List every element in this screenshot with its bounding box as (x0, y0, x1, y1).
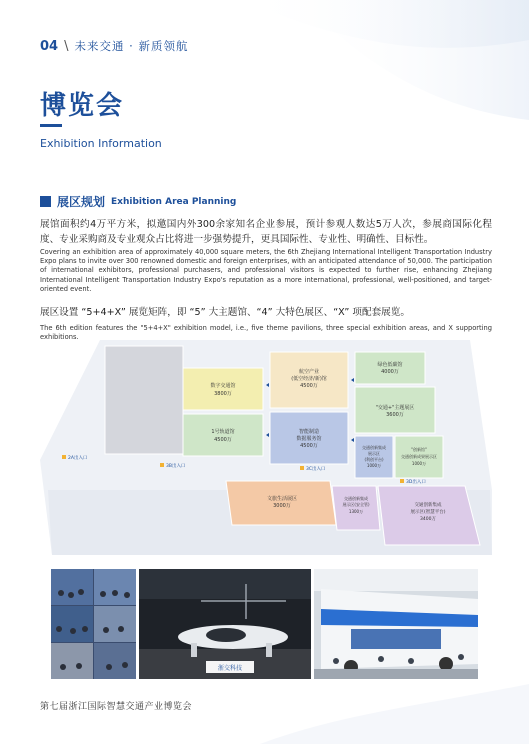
header-separator: \ (64, 38, 69, 54)
page-title: 博览会 (40, 91, 125, 121)
entrance-3c: 3C出入口 (306, 467, 326, 472)
hall-safety (332, 486, 380, 530)
photo-evtol-aircraft (139, 569, 311, 679)
paragraph-matrix-cn: 展区设置 “5+4+X” 展览矩阵，即 “5” 大主题馆、“4” 大特色展区、“X” 项配套展览。 (40, 307, 410, 318)
section-heading (40, 193, 236, 210)
hall-smart-label-a: 航空产业 (298, 369, 320, 375)
hall-digital (183, 368, 263, 410)
hall-life-area: 3000万 (273, 503, 291, 509)
entrance-2a: 2A出入口 (68, 456, 88, 461)
hall-innov1-b: 展示区 (368, 451, 380, 456)
page-title-english: Exhibition Information (40, 137, 162, 150)
hall-innov1-area: 1000万 (366, 463, 382, 468)
hall-digital-label: 数字交通馆 (210, 383, 236, 389)
hall-innov2-b: 交通创新成果展示区 (401, 454, 437, 459)
hall-logistics-label-a: 智能制造 (298, 429, 320, 435)
paragraph-matrix-en: The 6th edition features the "5+4+X" exhibition model, i.e., five theme pavilions, three special exhibition areas, and X supporting exhibitions. (40, 324, 492, 342)
paragraph-area-en: Covering an exhibition area of approximately 40,000 square meters, the 6th Zhejiang International Intelligent Transportation Industry Expo plans to invite over 300 renowned domestic and foreign enterprises, with an anticipated attendance of 50,000. The participation of international exhibitors, professional purchasers, and professional visitors is expected to further rise, enhancing Zhejiang International Intelligent Transportation Industry Expo's reputation as a more international, professional, well-positioned, and target-oriented event. (40, 248, 492, 293)
hall-rail-area: 4500万 (214, 437, 232, 443)
hall-platform (378, 486, 480, 545)
hall-safety-b: 展示区(安全管) (342, 502, 370, 507)
hall-safety-a: 交通创新集成 (344, 496, 368, 501)
entrance-3d: 3D出入口 (406, 480, 426, 485)
hall-smart-area: 4500万 (300, 383, 318, 389)
hall-plus-area: 3600万 (386, 412, 404, 418)
page-number: 04 (40, 38, 59, 54)
page-header (40, 38, 188, 54)
hall-platform-a: 交通创新集成 (414, 503, 442, 508)
section-title-english: Exhibition Area Planning (111, 196, 237, 207)
hall-green (355, 352, 425, 384)
photo-bus-exhibit (314, 569, 478, 679)
hall-innov1-c: (利创平台) (364, 457, 384, 462)
hall-innov2-a: "创新馆" (411, 447, 427, 452)
footer-title: 第七届浙江国际智慧交通产业博览会 (40, 702, 193, 712)
hall-logistics-label-b: 数据服务馆 (296, 436, 322, 442)
hall-platform-area: 3400万 (420, 517, 436, 522)
photo-sign-text: 浙交科技 (217, 665, 243, 672)
hall-plus-label: "交通+"主题展区 (375, 405, 415, 411)
hall-smart-label-b: (低空经济/新)馆 (291, 376, 327, 382)
expo-photos (51, 569, 478, 679)
hall-platform-b: 展示区(智慧平台) (410, 510, 446, 515)
hall-digital-area: 3800万 (214, 391, 232, 397)
hall-innov2-area: 1000万 (411, 461, 427, 466)
hall-rail-label: 1号轨道馆 (211, 429, 235, 435)
entrance-3b: 3B出入口 (166, 464, 186, 469)
hall-rail (183, 414, 263, 456)
section-title: 展区规划 (57, 195, 106, 209)
hall-grey-left (105, 346, 183, 454)
header-subtitle: 未来交通 · 新质领航 (74, 39, 189, 53)
title-underline (40, 124, 62, 127)
hall-logistics-area: 4500万 (300, 443, 318, 449)
hall-safety-area: 1300万 (348, 509, 364, 514)
section-square-icon (40, 196, 51, 207)
exhibition-floor-plan (40, 340, 492, 555)
hall-innov1-a: 交通创新集成 (362, 445, 386, 450)
hall-life-label: 文旅生活展区 (266, 496, 298, 502)
photo-crowd-collage (51, 569, 136, 679)
hall-green-area: 4000万 (381, 369, 399, 375)
paragraph-area-cn: 展馆面积约4万平方米，拟邀国内外300余家知名企业参展，预计参观人数达5万人次，参展商国际化程度、专业采购商及专业观众占比将进一步强势提升，更具国际性、专业性、明确性、目标性。 (40, 219, 492, 245)
hall-green-label: 绿色低碳馆 (377, 362, 403, 368)
